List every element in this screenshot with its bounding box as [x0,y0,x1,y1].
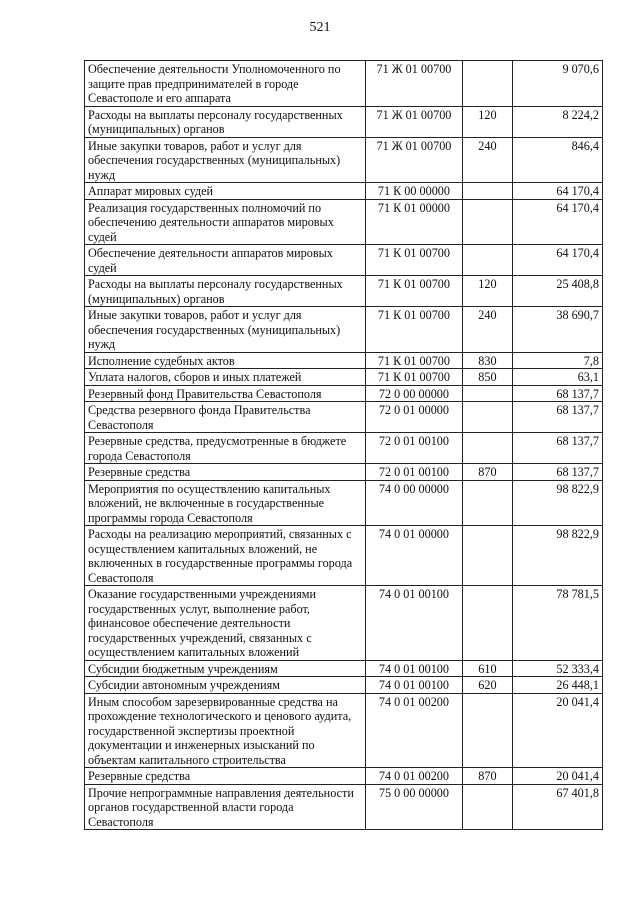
amount-cell: 68 137,7 [512,402,602,433]
target-code-cell: 72 0 01 00100 [365,433,462,464]
table-row [85,385,603,402]
table-row [85,480,603,526]
item-name-cell: Иным способом зарезервированные средства на прохождение технологического и ценового аудита, государственной экспертизы проектной документации и инженерных изысканий по объектам капитального строительства [85,693,366,768]
table-row [85,660,603,677]
target-code-cell: 71 К 01 00700 [365,245,462,276]
expense-type-cell [463,385,513,402]
item-name-cell: Резервные средства [85,768,366,785]
item-name-cell: Субсидии бюджетным учреждениям [85,660,366,677]
table-row [85,586,603,661]
amount-cell: 846,4 [512,137,602,183]
item-name-cell: Прочие непрограммные направления деятельности органов государственной власти города Севастополя [85,784,366,830]
item-name-cell: Оказание государственными учреждениями государственных услуг, выполнение работ, финансовое обеспечение деятельности государственных учреждений, связанных с осуществлением капитальных вложений [85,586,366,661]
table-row [85,352,603,369]
table-row [85,245,603,276]
item-name-cell: Обеспечение деятельности аппаратов мировых судей [85,245,366,276]
target-code-cell: 71 К 01 00000 [365,199,462,245]
amount-cell: 98 822,9 [512,480,602,526]
expense-type-cell [463,61,513,107]
amount-cell: 9 070,6 [512,61,602,107]
expense-type-cell [463,245,513,276]
target-code-cell: 71 К 01 00700 [365,369,462,386]
table-row [85,183,603,200]
amount-cell: 68 137,7 [512,433,602,464]
table-row [85,137,603,183]
item-name-cell: Расходы на выплаты персоналу государственных (муниципальных) органов [85,276,366,307]
item-name-cell: Резервные средства [85,464,366,481]
target-code-cell: 71 К 01 00700 [365,276,462,307]
target-code-cell: 74 0 00 00000 [365,480,462,526]
expense-type-cell: 610 [463,660,513,677]
expense-type-cell [463,183,513,200]
table-row [85,464,603,481]
amount-cell: 64 170,4 [512,183,602,200]
expense-type-cell: 830 [463,352,513,369]
expense-type-cell [463,526,513,586]
table-row [85,276,603,307]
amount-cell: 38 690,7 [512,307,602,353]
item-name-cell: Аппарат мировых судей [85,183,366,200]
table-row [85,307,603,353]
amount-cell: 64 170,4 [512,199,602,245]
table-row [85,369,603,386]
target-code-cell: 71 Ж 01 00700 [365,61,462,107]
table-row [85,199,603,245]
table-row [85,61,603,107]
table-row [85,693,603,768]
budget-table-body [85,61,603,830]
target-code-cell: 75 0 00 00000 [365,784,462,830]
amount-cell: 68 137,7 [512,385,602,402]
amount-cell: 68 137,7 [512,464,602,481]
target-code-cell: 71 К 00 00000 [365,183,462,200]
page-number: 521 [309,20,331,35]
expense-type-cell: 620 [463,677,513,694]
item-name-cell: Субсидии автономным учреждениям [85,677,366,694]
target-code-cell: 71 Ж 01 00700 [365,137,462,183]
item-name-cell: Расходы на выплаты персоналу государственных (муниципальных) органов [85,106,366,137]
amount-cell: 8 224,2 [512,106,602,137]
target-code-cell: 74 0 01 00100 [365,677,462,694]
expense-type-cell: 850 [463,369,513,386]
amount-cell: 98 822,9 [512,526,602,586]
expense-type-cell: 870 [463,464,513,481]
target-code-cell: 71 К 01 00700 [365,352,462,369]
target-code-cell: 72 0 01 00000 [365,402,462,433]
item-name-cell: Резервные средства, предусмотренные в бюджете города Севастополя [85,433,366,464]
budget-table [84,60,603,830]
amount-cell: 78 781,5 [512,586,602,661]
table-row [85,784,603,830]
table-row [85,106,603,137]
item-name-cell: Расходы на реализацию мероприятий, связанных с осуществлением капитальных вложений, не включенных в государственные программы города Севастополя [85,526,366,586]
expense-type-cell [463,199,513,245]
expense-type-cell [463,693,513,768]
expense-type-cell: 240 [463,307,513,353]
table-row [85,402,603,433]
amount-cell: 26 448,1 [512,677,602,694]
expense-type-cell [463,480,513,526]
expense-type-cell [463,586,513,661]
expense-type-cell: 120 [463,276,513,307]
table-row [85,526,603,586]
amount-cell: 25 408,8 [512,276,602,307]
target-code-cell: 72 0 00 00000 [365,385,462,402]
expense-type-cell: 240 [463,137,513,183]
amount-cell: 64 170,4 [512,245,602,276]
amount-cell: 63,1 [512,369,602,386]
target-code-cell: 74 0 01 00100 [365,660,462,677]
item-name-cell: Уплата налогов, сборов и иных платежей [85,369,366,386]
item-name-cell: Исполнение судебных актов [85,352,366,369]
table-row [85,433,603,464]
item-name-cell: Иные закупки товаров, работ и услуг для обеспечения государственных (муниципальных) нужд [85,137,366,183]
amount-cell: 7,8 [512,352,602,369]
item-name-cell: Иные закупки товаров, работ и услуг для обеспечения государственных (муниципальных) нужд [85,307,366,353]
table-row [85,768,603,785]
item-name-cell: Реализация государственных полномочий по обеспечению деятельности аппаратов мировых судей [85,199,366,245]
expense-type-cell: 870 [463,768,513,785]
item-name-cell: Обеспечение деятельности Уполномоченного по защите прав предпринимателей в городе Севастополе и его аппарата [85,61,366,107]
amount-cell: 20 041,4 [512,693,602,768]
amount-cell: 20 041,4 [512,768,602,785]
target-code-cell: 71 К 01 00700 [365,307,462,353]
expense-type-cell: 120 [463,106,513,137]
target-code-cell: 74 0 01 00200 [365,693,462,768]
amount-cell: 67 401,8 [512,784,602,830]
target-code-cell: 71 Ж 01 00700 [365,106,462,137]
expense-type-cell [463,784,513,830]
table-row [85,677,603,694]
expense-type-cell [463,402,513,433]
item-name-cell: Средства резервного фонда Правительства Севастополя [85,402,366,433]
amount-cell: 52 333,4 [512,660,602,677]
target-code-cell: 74 0 01 00200 [365,768,462,785]
target-code-cell: 72 0 01 00100 [365,464,462,481]
expense-type-cell [463,433,513,464]
target-code-cell: 74 0 01 00000 [365,526,462,586]
target-code-cell: 74 0 01 00100 [365,586,462,661]
item-name-cell: Мероприятия по осуществлению капитальных вложений, не включенные в государственные программы города Севастополя [85,480,366,526]
item-name-cell: Резервный фонд Правительства Севастополя [85,385,366,402]
